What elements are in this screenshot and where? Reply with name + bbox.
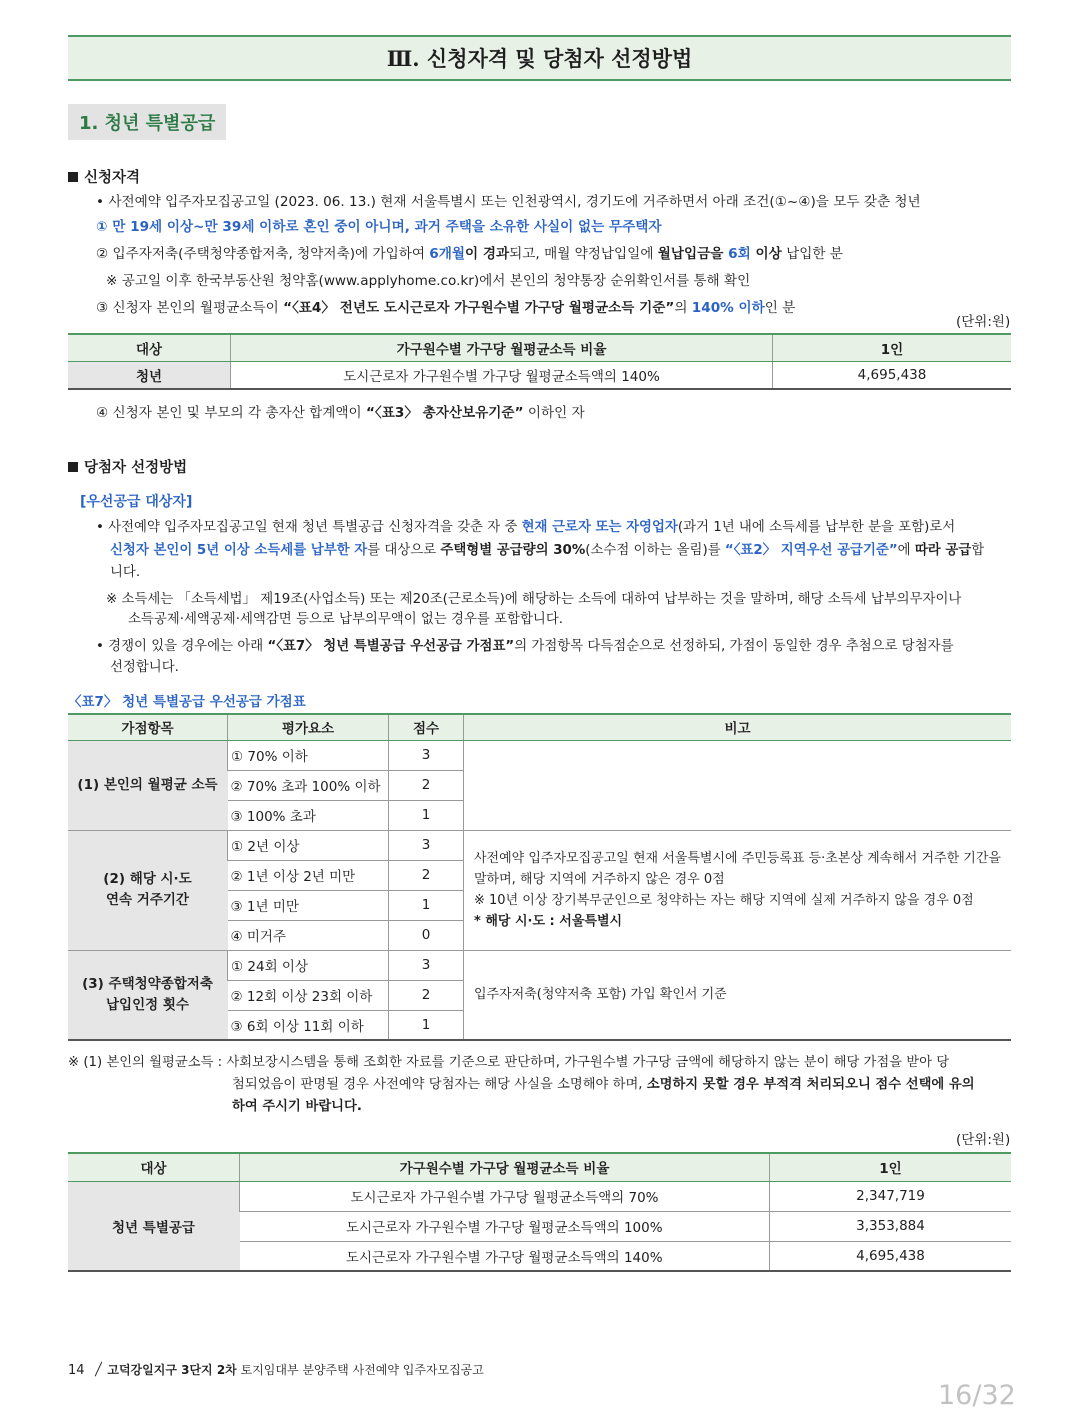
table-group-label: 청년 특별공급 <box>68 1181 240 1271</box>
condition-2-elapsed: 이 경과 <box>465 246 510 262</box>
points-element: ① 24회 이상 <box>228 950 389 980</box>
chapter-title: Ⅲ. 신청자격 및 당첨자 선정방법 <box>68 35 1011 81</box>
table-header: 1인 <box>773 334 1012 361</box>
priority-highlight: 현재 근로자 또는 자영업자 <box>521 520 678 535</box>
priority-text: (과거 1년 내에 소득세를 납부한 분을 포함)로서 <box>677 520 956 535</box>
priority-highlight: “〈표2〉 지역우선 공급기준” <box>724 543 898 558</box>
points-category <box>68 830 228 950</box>
points-category-label: 납입인정 횟수 <box>106 996 189 1013</box>
condition-1: ① 만 19세 이상~만 39세 이하로 혼인 중이 아니며, 과거 주택을 소유한 사실이 없는 무주택자 <box>96 219 662 235</box>
condition-2-text: 되고, 매월 약정납입일에 <box>509 246 658 262</box>
points-category <box>68 740 228 830</box>
points-score: 2 <box>389 860 464 890</box>
points-table-header: 가점항목 <box>68 714 228 740</box>
points-score: 3 <box>389 830 464 860</box>
condition-3 <box>96 298 795 318</box>
points-element: ③ 6회 이상 11회 이하 <box>228 1010 389 1040</box>
footnote-line-2 <box>232 1075 975 1095</box>
table-header: 1인 <box>770 1153 1012 1181</box>
footer-doc-title: 고덕강일지구 3단지 2차 <box>107 1363 237 1377</box>
points-element: ③ 1년 미만 <box>228 890 389 920</box>
points-score: 0 <box>389 920 464 950</box>
points-score: 1 <box>389 890 464 920</box>
points-category-label: (2) 해당 시·도 <box>103 871 192 887</box>
condition-2-months: 6개월 <box>429 246 466 262</box>
condition-4 <box>96 403 585 423</box>
points-element: ② 70% 초과 100% 이하 <box>228 770 389 800</box>
condition-2 <box>96 244 843 264</box>
points-score: 2 <box>389 770 464 800</box>
points-note-line: 말하며, 해당 지역에 거주하지 않은 경우 0점 <box>474 872 725 887</box>
table-cell: 2,347,719 <box>770 1181 1012 1211</box>
competition-text: • 경쟁이 있을 경우에는 아래 <box>96 639 268 654</box>
table-header: 가구원수별 가구당 월평균소득 비율 <box>240 1153 770 1181</box>
points-category-label: (3) 주택청약종합저축 <box>82 975 213 992</box>
page-number: 14 <box>68 1363 85 1378</box>
special-supply-income-table <box>68 1152 1011 1272</box>
table-cell: 도시근로자 가구원수별 가구당 월평균소득액의 140% <box>240 1241 770 1271</box>
condition-2-more: 이상 <box>750 246 782 262</box>
condition-3-percent: 140% 이하 <box>691 300 765 316</box>
table-cell: 4,695,438 <box>773 361 1012 389</box>
points-element: ① 2년 이상 <box>228 830 389 860</box>
points-table <box>68 713 1011 1041</box>
priority-text: 에 <box>897 543 915 558</box>
condition-4-text: ④ 신청자 본인 및 부모의 각 총자산 합계액이 <box>96 405 366 421</box>
points-category <box>68 950 228 1040</box>
priority-highlight: 따라 공급 <box>914 543 972 558</box>
points-score: 1 <box>389 800 464 830</box>
points-element: ③ 100% 초과 <box>228 800 389 830</box>
points-table-title: 〈표7〉 청년 특별공급 우선공급 가점표 <box>68 694 306 710</box>
points-note <box>464 830 1012 950</box>
priority-label: [우선공급 대상자] <box>80 494 193 510</box>
priority-bullet-line-1 <box>96 518 955 538</box>
condition-2-text: 납입한 분 <box>781 246 843 262</box>
points-score: 3 <box>389 950 464 980</box>
points-category-label: 연속 거주기간 <box>106 892 189 908</box>
points-category-label: (1) 본인의 월평균 소득 <box>77 776 218 793</box>
competition-bullet-line-2: 선정합니다. <box>110 660 179 675</box>
footnote-line-1: ※ (1) 본인의 월평균소득 : 사회보장시스템을 통해 조회한 자료를 기준으로 판단하며, 가구원수별 가구당 금액에 해당하지 않는 분이 해당 가점을 받아 당 <box>68 1055 950 1070</box>
income-tax-note-line-1: ※ 소득세는 「소득세법」 제19조(사업소득) 또는 제20조(근로소득)에 해당하는 소득에 대하여 납부하는 것을 말하며, 해당 소득세 납부의무자이나 <box>106 592 962 607</box>
condition-2-note: ※ 공고일 이후 한국부동산원 청약홈(www.applyhome.co.kr)에서 본인의 청약통장 순위확인서를 통해 확인 <box>106 273 751 289</box>
points-note-region: * 해당 시·도 : 서울특별시 <box>474 914 623 929</box>
priority-highlight: 주택형별 공급량의 30% <box>440 543 586 558</box>
table-cell: 3,353,884 <box>770 1211 1012 1241</box>
square-bullet-icon <box>68 172 78 182</box>
footer-doc-title: 토지임대부 분양주택 사전예약 입주자모집공고 <box>236 1363 484 1377</box>
points-note-line: 입주자저축(청약저축 포함) 가입 확인서 기준 <box>474 987 727 1003</box>
points-score: 3 <box>389 740 464 770</box>
table-cell: 도시근로자 가구원수별 가구당 월평균소득액의 140% <box>231 361 773 389</box>
points-element: ② 12회 이상 23회 이하 <box>228 980 389 1010</box>
selection-heading-text: 당첨자 선정방법 <box>84 460 188 476</box>
unit-label: (단위:원) <box>956 314 1011 330</box>
competition-table-ref: “〈표7〉 청년 특별공급 우선공급 가점표” <box>267 639 515 654</box>
table-cell: 도시근로자 가구원수별 가구당 월평균소득액의 70% <box>240 1181 770 1211</box>
points-element: ② 1년 이상 2년 미만 <box>228 860 389 890</box>
points-note-line: 사전예약 입주자모집공고일 현재 서울특별시에 주민등록표 등·초본상 계속해서 거주한 기간을 <box>474 851 1001 866</box>
table-cell: 도시근로자 가구원수별 가구당 월평균소득액의 100% <box>240 1211 770 1241</box>
condition-4-text: 이하인 자 <box>523 405 585 421</box>
footnote-line-3: 하여 주시기 바랍니다. <box>232 1099 362 1114</box>
footnote-text: 첨되었음이 판명될 경우 사전예약 당첨자는 해당 사실을 소명해야 하며, <box>232 1077 647 1092</box>
eligibility-heading <box>68 166 140 187</box>
priority-bullet-line-3: 니다. <box>110 565 141 580</box>
condition-3-text: 의 <box>674 300 692 316</box>
priority-highlight: 신청자 본인이 5년 이상 소득세를 납부한 자 <box>110 543 368 558</box>
points-note-line: ※ 10년 이상 장기복무군인으로 청약하는 자는 해당 지역에 실제 거주하지 않을 경우 0점 <box>474 893 974 908</box>
selection-heading <box>68 456 187 477</box>
points-element: ① 70% 이하 <box>228 740 389 770</box>
eligibility-heading-text: 신청자격 <box>84 170 141 186</box>
priority-bullet-line-2 <box>110 541 984 561</box>
square-bullet-icon <box>68 462 78 472</box>
table-header: 가구원수별 가구당 월평균소득 비율 <box>231 334 773 361</box>
slash-divider-icon <box>95 1362 103 1377</box>
points-table-header: 비고 <box>464 714 1012 740</box>
eligibility-intro: • 사전예약 입주자모집공고일 (2023. 06. 13.) 현재 서울특별시 또는 인천광역시, 경기도에 거주하면서 아래 조건(①~④)을 모두 갖춘 청년 <box>96 194 921 210</box>
condition-3-text: ③ 신청자 본인의 월평균소득이 <box>96 300 284 316</box>
condition-2-payment: 월납입금을 <box>657 246 729 262</box>
page-footer <box>68 1361 484 1378</box>
condition-3-standard: “〈표4〉 전년도 도시근로자 가구원수별 가구당 월평균소득 기준” <box>283 300 675 316</box>
points-note <box>464 950 1012 1040</box>
points-element: ④ 미거주 <box>228 920 389 950</box>
footnote-warning: 소명하지 못할 경우 부적격 처리되오니 점수 선택에 유의 <box>646 1077 975 1092</box>
table-header: 대상 <box>68 334 231 361</box>
condition-2-count: 6회 <box>728 246 751 262</box>
priority-text: 를 대상으로 <box>367 543 441 558</box>
points-table-header: 평가요소 <box>228 714 389 740</box>
priority-text: 합 <box>971 543 985 558</box>
table-cell: 4,695,438 <box>770 1241 1012 1271</box>
points-score: 2 <box>389 980 464 1010</box>
table-header: 대상 <box>68 1153 240 1181</box>
unit-label: (단위:원) <box>956 1132 1011 1148</box>
competition-text: 의 가점항목 다득점순으로 선정하되, 가점이 동일한 경우 추첨으로 당첨자를 <box>514 639 954 654</box>
section-title: 1. 청년 특별공급 <box>68 104 226 140</box>
condition-4-standard: “〈표3〉 총자산보유기준” <box>366 405 524 421</box>
points-table-header: 점수 <box>389 714 464 740</box>
income-tax-note-line-2: 소득공제·세액공제·세액감면 등으로 납부의무액이 없는 경우를 포함합니다. <box>128 612 564 627</box>
priority-text: • 사전예약 입주자모집공고일 현재 청년 특별공급 신청자격을 갖춘 자 중 <box>96 520 522 535</box>
competition-bullet-line-1 <box>96 637 954 657</box>
condition-3-text: 인 분 <box>764 300 796 316</box>
table-cell: 청년 <box>68 361 231 389</box>
priority-text: (소수점 이하는 올림)를 <box>585 543 725 558</box>
youth-income-table <box>68 333 1011 390</box>
condition-2-text: ② 입주자저축(주택청약종합저축, 청약저축)에 가입하여 <box>96 246 430 262</box>
viewer-page-indicator: 16/32 <box>938 1380 1016 1411</box>
points-score: 1 <box>389 1010 464 1040</box>
points-note <box>464 740 1012 830</box>
